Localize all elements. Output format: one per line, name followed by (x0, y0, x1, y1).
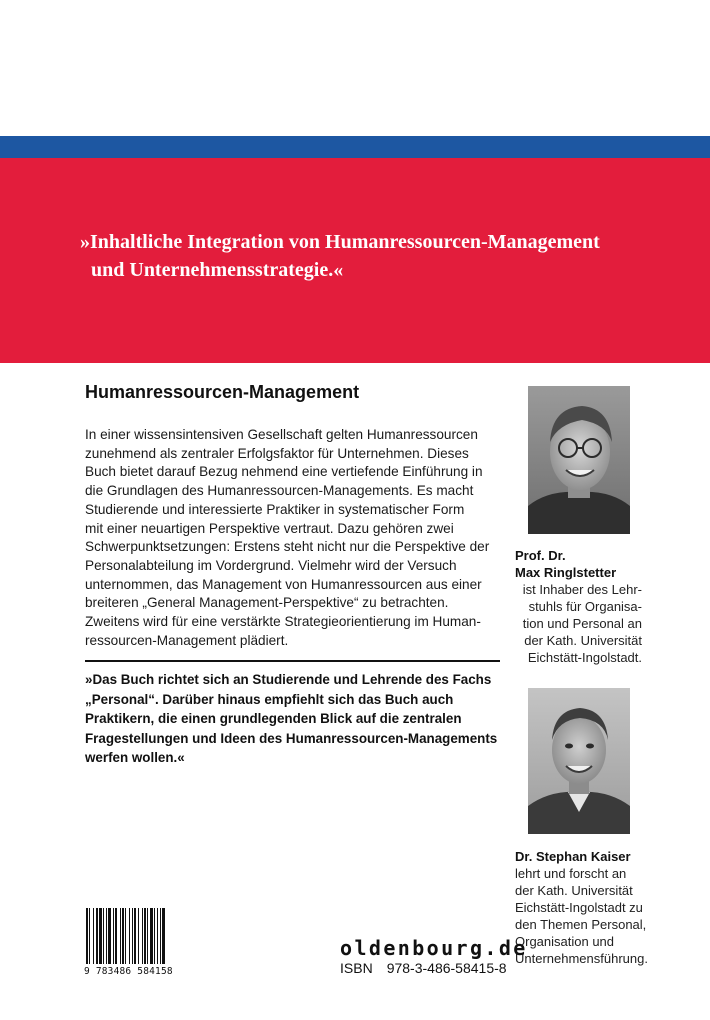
author-bio-line: der Kath. Universität (515, 883, 633, 898)
author-bio-line: tion und Personal an (522, 616, 642, 631)
author-bio-line: stuhls für Organisa- (528, 599, 642, 614)
description-line: Personalabteilung im Vordergrund. Vielmehr wird der Versuch (85, 557, 457, 573)
isbn (340, 960, 507, 976)
audience-quote-line: „Personal“. Darüber hinaus empfiehlt sich das Buch auch (85, 691, 454, 707)
author-bio-line: Organisation und (515, 934, 615, 949)
author-bio-line: Eichstätt-Ingolstadt zu (515, 900, 643, 915)
publisher-url: oldenbourg.de (340, 936, 528, 960)
author-photo-ringlstetter (528, 386, 630, 534)
isbn-value: 978-3-486-58415-8 (386, 960, 507, 976)
section-title: Humanressourcen-Management (85, 382, 360, 402)
audience-quote (85, 670, 505, 768)
author-bio-ringlstetter (515, 547, 642, 666)
header-quote-line: und Unternehmensstrategie.« (91, 259, 344, 281)
header-quote-line: »Inhaltliche Integration von Humanressourcen-Management (80, 231, 600, 253)
author-name: Dr. Stephan Kaiser (515, 849, 631, 864)
author-bio-line: Unternehmensführung. (515, 951, 648, 966)
author-bio-line: lehrt und forscht an (515, 866, 627, 881)
divider-rule (85, 660, 500, 662)
author-bio-line: Eichstätt-Ingolstadt. (527, 650, 642, 665)
header-quote (80, 228, 680, 284)
description-line: unternommen, das Management von Humanressourcen aus einer (85, 576, 482, 592)
description-text (85, 426, 515, 650)
description-line: Schwerpunktsetzungen: Erstens steht nicht nur die Perspektive der (85, 539, 490, 555)
audience-quote-line: werfen wollen.« (85, 750, 185, 765)
description-line: Zweitens wird für eine verstärkte Strategieorientierung im Human- (85, 614, 481, 630)
author-name: Max Ringlstetter (515, 565, 617, 580)
author-bio-line: der Kath. Universität (524, 633, 642, 648)
description-line: breiteren „General Management-Perspektive“ zu betrachten. (85, 595, 449, 611)
description-line: Studierende und interessierte Praktiker in systematischer Form (85, 501, 465, 517)
blue-band (0, 136, 710, 158)
description-line: ressourcen-Management plädiert. (85, 632, 289, 648)
author-name: Prof. Dr. (515, 548, 566, 563)
description-line: zunehmend als zentraler Erfolgsfaktor für Unternehmen. Dieses (85, 445, 469, 461)
description-line: mit einer neuartigen Perspektive vertraut. Dazu gehören zwei (85, 520, 454, 536)
author-bio-kaiser (515, 848, 665, 967)
author-bio-line: den Themen Personal, (515, 917, 647, 932)
description-line: In einer wissensintensiven Gesellschaft gelten Humanressourcen (85, 427, 478, 442)
audience-quote-line: Praktikern, die einen grundlegenden Blick auf die zentralen (85, 711, 462, 726)
author-bio-line: ist Inhaber des Lehr- (522, 582, 642, 597)
audience-quote-line: »Das Buch richtet sich an Studierende und Lehrende des Fachs (85, 672, 492, 687)
audience-quote-line: Fragestellungen und Ideen des Humanressourcen-Managements (85, 730, 498, 746)
isbn-label: ISBN (340, 960, 373, 976)
description-line: die Grundlagen des Humanressourcen-Managements. Es macht (85, 483, 474, 499)
author-photo-kaiser (528, 688, 630, 834)
barcode-number: 9 783486 584158 (84, 966, 173, 977)
description-line: Buch bietet darauf Bezug nehmend eine vertiefende Einführung in (85, 464, 483, 480)
